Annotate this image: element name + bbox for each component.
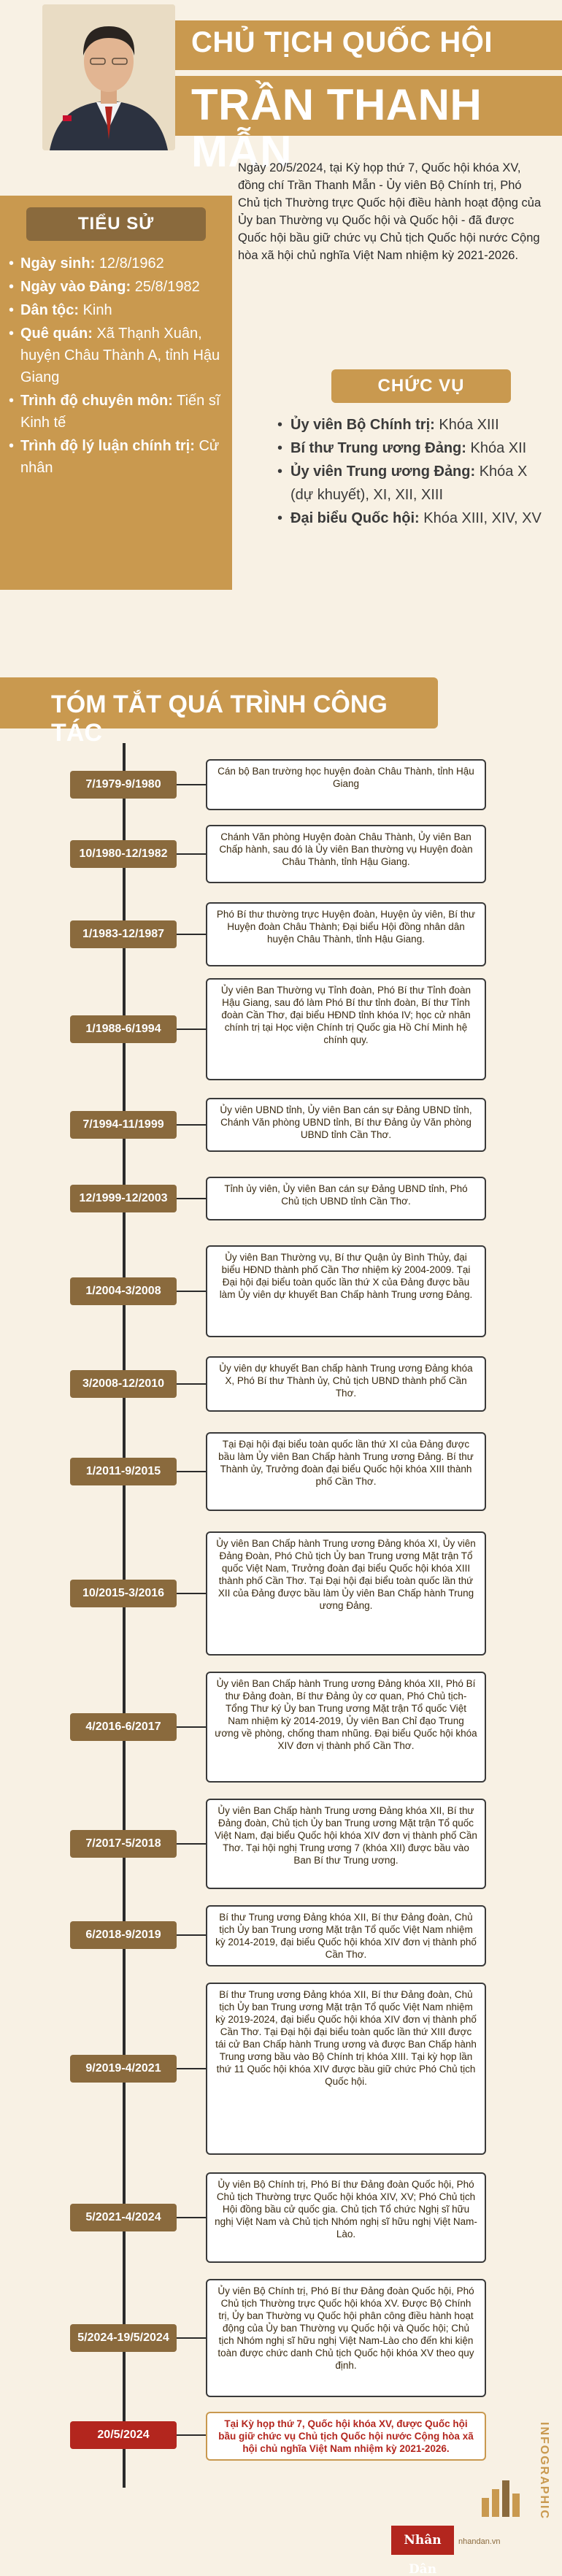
bio-item bbox=[9, 299, 228, 321]
bio-item-key: Ngày vào Đảng: bbox=[20, 279, 131, 295]
timeline-connector bbox=[177, 1029, 206, 1030]
bio-item bbox=[9, 276, 228, 298]
timeline-date: 7/1994-11/1999 bbox=[70, 1111, 177, 1139]
timeline-connector bbox=[177, 1198, 206, 1199]
bio-item-value: Tiến sĩ Kinh tế bbox=[20, 393, 220, 431]
timeline-description: Ủy viên Ban Chấp hành Trung ương Đảng khóa XII, Bí thư Đảng đoàn, Chủ tịch Ủy ban Trung ương Mặt trận Tổ quốc Việt Nam, đại biểu Quốc hội khóa XIV đơn vị thành phố Cần Thơ. Tại hội nghị Trung ương 7 (khóa XII) được bầu vào Ban Bí thư Trung ương. bbox=[206, 1799, 486, 1889]
timeline-date: 5/2024-19/5/2024 bbox=[70, 2324, 177, 2352]
timeline-connector bbox=[177, 1726, 206, 1728]
timeline-date: 3/2008-12/2010 bbox=[70, 1370, 177, 1398]
position-value: Khóa X (dự khuyết), XI, XII, XIII bbox=[290, 464, 528, 503]
bio-item bbox=[9, 253, 228, 274]
timeline-connector bbox=[177, 784, 206, 785]
header bbox=[0, 0, 562, 176]
position-item bbox=[277, 507, 547, 530]
timeline-date: 7/1979-9/1980 bbox=[70, 771, 177, 799]
timeline-heading: TÓM TẮT QUÁ TRÌNH CÔNG TÁC bbox=[51, 691, 388, 747]
timeline-date: 5/2021-4/2024 bbox=[70, 2204, 177, 2231]
position-key: Ủy viên Bộ Chính trị: bbox=[290, 417, 435, 433]
portrait-photo bbox=[42, 4, 175, 150]
timeline-date: 1/1988-6/1994 bbox=[70, 1015, 177, 1043]
nhandan-logo: Nhân Dân bbox=[391, 2526, 454, 2555]
timeline-date: 10/1980-12/1982 bbox=[70, 840, 177, 868]
position-value: Khóa XIII, XIV, XV bbox=[423, 510, 542, 526]
position-item bbox=[277, 413, 547, 437]
timeline-description: Phó Bí thư thường trực Huyện đoàn, Huyện ủy viên, Bí thư Huyện đoàn Châu Thành; Đại biểu Hội đồng nhân dân huyện Châu Thành, tỉnh Hậu Giang. bbox=[206, 902, 486, 966]
timeline-description: Tại Đại hội đại biểu toàn quốc lần thứ XI của Đảng được bầu làm Ủy viên Ban Chấp hành Trung ương Đảng. Bí thư Thành ủy, Trưởng đoàn đại biểu Quốc hội khóa XIII thành phố Cần Thơ. bbox=[206, 1432, 486, 1511]
timeline-date: 4/2016-6/2017 bbox=[70, 1713, 177, 1741]
timeline-connector bbox=[177, 1843, 206, 1845]
timeline-description: Chánh Văn phòng Huyện đoàn Châu Thành, Ủy viên Ban Chấp hành, sau đó là Ủy viên Ban thường vụ Huyện đoàn Châu Thành, tỉnh Hậu Giang. bbox=[206, 825, 486, 883]
timeline-description: Ủy viên Ban Chấp hành Trung ương Đảng khóa XII, Phó Bí thư Đảng đoàn, Bí thư Đảng ủy cơ quan, Phó Chủ tịch-Tổng Thư ký Ủy ban Trung ương Mặt trận Tổ quốc Việt Nam nhiệm kỳ 2014-2019, Ủy viên Ban Chỉ đạo Trung ương về phòng, chống tham nhũng. Đại biểu Quốc hội khóa XIV đơn vị thành phố Cần Thơ. bbox=[206, 1672, 486, 1783]
timeline-connector bbox=[177, 934, 206, 935]
timeline-connector bbox=[177, 2068, 206, 2069]
timeline-date: 9/2019-4/2021 bbox=[70, 2055, 177, 2083]
timeline-date: 7/2017-5/2018 bbox=[70, 1830, 177, 1858]
timeline-description: Ủy viên Ban Thường vụ Tỉnh đoàn, Phó Bí thư Tỉnh đoàn Hậu Giang, sau đó làm Phó Bí thư tỉnh đoàn, Bí thư Tỉnh đoàn Cần Thơ, đại biểu HĐND tỉnh khóa IV; học cử nhân chính trị tại Học viện Chính trị Quốc gia Hồ Chí Minh hệ chính quy. bbox=[206, 978, 486, 1080]
infographic-label-text: INFOGRAPHIC bbox=[538, 2422, 550, 2520]
infographic-vertical-label bbox=[536, 2422, 552, 2546]
timeline-connector bbox=[177, 2217, 206, 2218]
position-key: Bí thư Trung ương Đảng: bbox=[290, 440, 466, 456]
bio-item-value: Xã Thạnh Xuân, huyện Châu Thành A, tỉnh Hậu Giang bbox=[20, 326, 220, 385]
bio-item bbox=[9, 435, 228, 479]
bio-item-key: Ngày sinh: bbox=[20, 255, 96, 272]
bio-heading: TIỂU SỬ bbox=[26, 207, 206, 241]
timeline-description: Tỉnh ủy viên, Ủy viên Ban cán sự Đảng UBND tỉnh, Phó Chủ tịch UBND tỉnh Cần Thơ. bbox=[206, 1177, 486, 1220]
timeline-connector bbox=[177, 1934, 206, 1936]
intro-paragraph: Ngày 20/5/2024, tại Kỳ họp thứ 7, Quốc hội khóa XV, đồng chí Trần Thanh Mẫn - Ủy viên Bộ Chính trị, Phó Chủ tịch Thường trực Quốc hội điều hành hoạt động của Ủy ban Thường vụ Quốc hội và Quốc hội - đã được Quốc hội bầu giữ chức vụ Chủ tịch Quốc hội nước Cộng hòa xã hội chủ nghĩa Việt Nam nhiệm kỳ 2021-2026. bbox=[238, 161, 542, 262]
timeline-connector bbox=[177, 1124, 206, 1126]
timeline-connector bbox=[177, 2337, 206, 2339]
timeline-description: Ủy viên Ban Chấp hành Trung ương Đảng khóa XI, Ủy viên Đảng Đoàn, Phó Chủ tịch Ủy ban Trung ương Mặt trận Tổ quốc Việt Nam, Trưởng đoàn đại biểu Quốc hội khóa XIII thành phố Cần Thơ. Tại Đại hội đại biểu toàn quốc lần thứ XII của Đảng được bầu làm Ủy viên Ban Chấp hành Trung ương Đảng. bbox=[206, 1531, 486, 1656]
timeline-connector bbox=[177, 1593, 206, 1594]
timeline-date: 1/1983-12/1987 bbox=[70, 920, 177, 948]
timeline-description: Tại Kỳ họp thứ 7, Quốc hội khóa XV, được Quốc hội bầu giữ chức vụ Chủ tịch Quốc hội nước Cộng hòa xã hội chủ nghĩa Việt Nam nhiệm kỳ 2021-2026. bbox=[206, 2412, 486, 2461]
timeline-date: 20/5/2024 bbox=[70, 2421, 177, 2449]
timeline-date: 1/2004-3/2008 bbox=[70, 1277, 177, 1305]
page-title-line1: CHỦ TỊCH QUỐC HỘI bbox=[191, 26, 493, 58]
timeline-description: Ủy viên UBND tỉnh, Ủy viên Ban cán sự Đảng UBND tỉnh, Chánh Văn phòng UBND tỉnh, Bí thư Đảng ủy Văn phòng UBND tỉnh Cần Thơ. bbox=[206, 1098, 486, 1152]
bio-item-key: Trình độ chuyên môn: bbox=[20, 393, 173, 409]
timeline-connector bbox=[177, 853, 206, 855]
timeline-connector bbox=[177, 2434, 206, 2436]
timeline-connector bbox=[177, 1383, 206, 1385]
timeline-description: Ủy viên Ban Thường vụ, Bí thư Quận ủy Bình Thủy, đại biểu HĐND thành phố Cần Thơ nhiệm kỳ 2004-2009. Tại Đại hội đại biểu toàn quốc lần thứ X của Đảng được bầu làm Ủy viên dự khuyết Ban Chấp hành Trung ương Đảng. bbox=[206, 1245, 486, 1337]
bio-item-key: Trình độ lý luận chính trị: bbox=[20, 438, 195, 454]
timeline-description: Bí thư Trung ương Đảng khóa XII, Bí thư Đảng đoàn, Chủ tịch Ủy ban Trung ương Mặt trận Tổ quốc Việt Nam nhiệm kỳ 2019-2024, đại biểu Quốc hội khóa XIV đơn vị thành phố Cần Thơ. Tại Đại hội đại biểu toàn quốc lần thứ XIII được tái cử Ban Chấp hành Trung ương và được Ban Chấp hành Trung ương bầu vào Bộ Chính trị khóa XIII. Tại kỳ họp lần thứ 11 Quốc hội khóa XIV được bầu giữ chức Phó Chủ tịch Quốc hội. bbox=[206, 1983, 486, 2155]
timeline-date: 12/1999-12/2003 bbox=[70, 1185, 177, 1212]
timeline-date: 6/2018-9/2019 bbox=[70, 1921, 177, 1949]
timeline-date: 10/2015-3/2016 bbox=[70, 1580, 177, 1607]
page-title-line2: TRẦN THANH MẪN bbox=[191, 80, 482, 176]
timeline-connector bbox=[177, 1291, 206, 1292]
position-value: Khóa XIII bbox=[439, 417, 499, 433]
timeline-connector bbox=[177, 1471, 206, 1472]
bio-list bbox=[9, 253, 228, 480]
position-key: Ủy viên Trung ương Đảng: bbox=[290, 464, 476, 480]
timeline-description: Ủy viên Bộ Chính trị, Phó Bí thư Đảng đoàn Quốc hội, Phó Chủ tịch Thường trực Quốc hội khóa XV. Được Bộ Chính trị, Ủy ban Thường vụ Quốc hội phân công điều hành hoạt động của Ủy ban Thường vụ Quốc hội và Quốc hội; Chủ tịch Nhóm nghị sĩ hữu nghị Việt Nam-Lào cho đến khi kiện toàn được chức danh Chủ tịch Quốc hội khóa XV theo quy định. bbox=[206, 2279, 486, 2397]
timeline-description: Ủy viên Bộ Chính trị, Phó Bí thư Đảng đoàn Quốc hội, Phó Chủ tịch Thường trực Quốc hội khóa XIV, XV; Phó Chủ tịch Hội đồng bầu cử quốc gia. Chủ tịch Tổ chức Nghị sĩ hữu nghị Việt Nam và Chủ tịch Nhóm nghị sĩ hữu nghị Việt Nam-Lào. bbox=[206, 2172, 486, 2263]
position-item bbox=[277, 437, 547, 460]
timeline-date: 1/2011-9/2015 bbox=[70, 1458, 177, 1485]
bio-item-value: Cử nhân bbox=[20, 438, 220, 476]
position-item bbox=[277, 460, 547, 507]
site-url: nhandan.vn bbox=[458, 2537, 501, 2546]
position-value: Khóa XII bbox=[470, 440, 527, 456]
bio-item-key: Dân tộc: bbox=[20, 302, 79, 318]
bio-item bbox=[9, 390, 228, 434]
timeline-description: Bí thư Trung ương Đảng khóa XII, Bí thư Đảng đoàn, Chủ tịch Ủy ban Trung ương Mặt trận Tổ quốc Việt Nam nhiệm kỳ 2014-2019, đại biểu Quốc hội khóa XIV đơn vị thành phố Cần Thơ. bbox=[206, 1905, 486, 1966]
bars-decoration-icon bbox=[482, 2473, 523, 2517]
bio-item-value: 12/8/1962 bbox=[99, 255, 164, 272]
bio-item-value: 25/8/1982 bbox=[134, 279, 200, 295]
positions-heading: CHỨC VỤ bbox=[331, 369, 511, 403]
timeline-description: Cán bộ Ban trường học huyện đoàn Châu Thành, tỉnh Hậu Giang bbox=[206, 759, 486, 810]
bio-item-value: Kinh bbox=[82, 302, 112, 318]
position-key: Đại biểu Quốc hội: bbox=[290, 510, 420, 526]
positions-list bbox=[277, 413, 547, 530]
timeline-description: Ủy viên dự khuyết Ban chấp hành Trung ương Đảng khóa X, Phó Bí thư Thành ủy, Chủ tịch UBND thành phố Cần Thơ. bbox=[206, 1356, 486, 1412]
bio-item-key: Quê quán: bbox=[20, 326, 93, 342]
bio-item bbox=[9, 323, 228, 388]
